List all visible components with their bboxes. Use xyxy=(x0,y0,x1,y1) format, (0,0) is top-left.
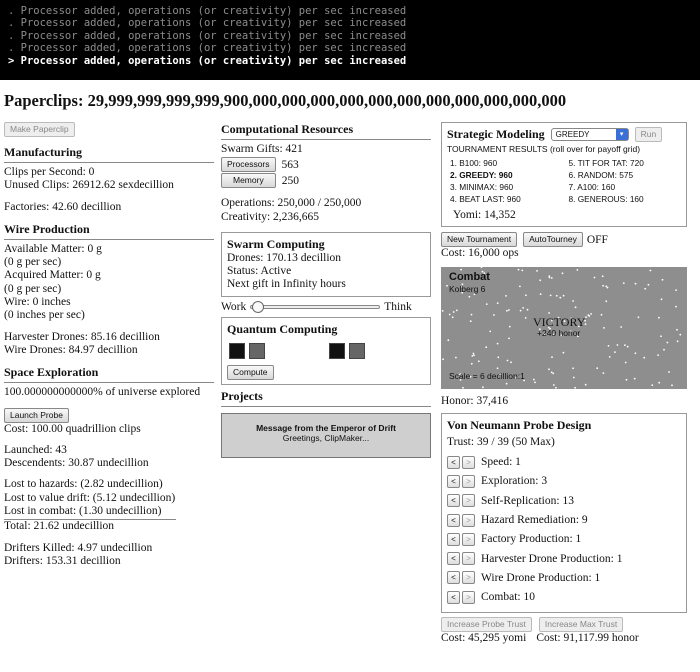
combat-ship-dot xyxy=(486,303,488,305)
combat-ship-dot xyxy=(520,309,522,311)
probe-stat-row xyxy=(447,590,681,604)
swarm-next-gift: Next gift in Infinity hours xyxy=(227,278,346,291)
result-item: 5. TIT FOR TAT: 720 xyxy=(568,158,644,168)
combat-ship-dot xyxy=(677,340,679,342)
combat-ship-dot xyxy=(522,307,524,309)
combat-ship-dot xyxy=(497,367,499,369)
combat-ship-dot xyxy=(519,285,521,287)
combat-ship-dot xyxy=(562,272,564,274)
lost-in-combat: Lost in combat: (1.30 undecillion) xyxy=(4,505,176,520)
quantum-chip xyxy=(289,343,305,359)
drifters-killed: Drifters Killed: 4.97 undecillion xyxy=(4,541,153,554)
quantum-chip xyxy=(309,343,325,359)
probe-stat-label: Harvester Drone Production: 1 xyxy=(481,552,623,565)
strategic-modeling-heading: Strategic Modeling xyxy=(447,127,545,141)
combat-ship-dot xyxy=(602,275,604,277)
combat-ship-dot xyxy=(539,279,541,281)
probe-trust-cost: Cost: 45,295 yomi xyxy=(441,631,527,644)
probe-stat-label: Speed: 1 xyxy=(481,456,521,469)
combat-ship-dot xyxy=(550,294,552,296)
combat-ship-dot xyxy=(658,381,660,383)
probe-stat-label: Factory Production: 1 xyxy=(481,533,582,546)
combat-ship-dot xyxy=(658,316,660,318)
combat-ship-dot xyxy=(601,313,603,315)
quantum-computing-heading: Quantum Computing xyxy=(227,321,338,336)
quantum-chip xyxy=(229,343,245,359)
combat-ship-dot xyxy=(675,305,677,307)
combat-ship-dot xyxy=(662,278,664,280)
combat-ship-dot xyxy=(626,378,628,380)
combat-ship-dot xyxy=(442,310,444,312)
project-title: Message from the Emperor of Drift xyxy=(256,422,396,433)
swarm-drones: Drones: 170.13 decillion xyxy=(227,251,342,264)
probe-stats xyxy=(447,455,681,604)
yomi: Yomi: 14,352 xyxy=(453,209,516,221)
clips-per-second: Clips per Second: 0 xyxy=(4,166,95,178)
wire-drones: Wire Drones: 84.97 decillion xyxy=(4,343,138,356)
work-think-slider-row xyxy=(221,301,431,313)
space-exploration-heading: Space Exploration xyxy=(4,365,214,383)
combat-ship-dot xyxy=(525,317,527,319)
combat-ship-dot xyxy=(493,314,495,316)
combat-ship-dot xyxy=(525,294,527,296)
combat-ship-dot xyxy=(471,313,473,315)
creativity: Creativity: 2,236,665 xyxy=(221,210,320,223)
combat-ship-dot xyxy=(602,284,604,286)
processors-value: 563 xyxy=(281,158,299,171)
combat-ship-dot xyxy=(497,302,499,304)
combat-ship-dot xyxy=(551,371,553,373)
probe-design-heading: Von Neumann Probe Design xyxy=(447,417,592,432)
project-card-emperor-of-drift[interactable] xyxy=(221,413,431,458)
strategic-modeling-panel xyxy=(441,122,687,227)
launch-probe-button[interactable]: Launch Probe xyxy=(4,408,69,423)
result-item: 7. A100: 160 xyxy=(568,182,616,192)
combat-ship-dot xyxy=(675,289,677,291)
combat-ship-dot xyxy=(563,351,565,353)
combat-ship-dot xyxy=(442,358,444,360)
quantum-chip xyxy=(329,343,345,359)
honor: Honor: 37,416 xyxy=(441,394,509,407)
combat-ship-dot xyxy=(481,267,483,268)
autotourney-button[interactable]: AutoTourney xyxy=(523,232,583,247)
probe-trust: Trust: 39 / 39 (50 Max) xyxy=(447,435,555,448)
decrease-stat-button[interactable]: < xyxy=(447,591,460,604)
console-line: . Processor added, operations (or creativity) per sec increased xyxy=(8,5,407,17)
combat-ship-dot xyxy=(518,268,520,270)
acquired-matter-rate: (0 g per sec) xyxy=(4,282,62,295)
combat-ship-dot xyxy=(471,362,473,364)
combat-ship-dot xyxy=(676,328,678,330)
launch-probe-cost: Cost: 100.00 quadrillion clips xyxy=(4,422,141,435)
think-label: Think xyxy=(384,300,412,313)
combat-ship-dot xyxy=(455,356,457,358)
combat-victory: VICTORY xyxy=(533,314,586,329)
unused-clips: Unused Clips: 26912.62 sexdecillion xyxy=(4,179,174,192)
combat-ship-dot xyxy=(446,284,448,286)
console-line-current: > Processor added, operations (or creativity) per sec increased xyxy=(8,54,407,67)
work-think-slider[interactable] xyxy=(250,305,380,309)
quantum-chip xyxy=(349,343,365,359)
quantum-computing-panel xyxy=(221,317,431,385)
combat-ship-dot xyxy=(556,294,558,296)
wire-amount: Wire: 0 inches xyxy=(4,296,71,309)
combat-ship-dot xyxy=(650,269,652,271)
project-body: Greetings, ClipMaker... xyxy=(282,432,370,443)
combat-ship-dot xyxy=(607,286,609,288)
combat-ship-dot xyxy=(559,296,561,298)
run-button[interactable]: Run xyxy=(635,127,663,142)
combat-ship-dot xyxy=(668,371,670,373)
combat-ship-dot xyxy=(507,359,509,361)
combat-ship-dot xyxy=(473,354,475,356)
universe-explored: 100.000000000000% of universe explored xyxy=(4,386,201,399)
probe-design-panel xyxy=(441,413,687,613)
combat-ship-dot xyxy=(447,339,449,341)
increase-stat-button[interactable]: > xyxy=(462,552,475,565)
probe-stat-label: Hazard Remediation: 9 xyxy=(481,514,588,527)
compute-button[interactable]: Compute xyxy=(227,365,274,380)
wire-production-heading: Wire Production xyxy=(4,222,214,240)
increase-stat-button[interactable]: > xyxy=(462,475,475,488)
combat-ship-dot xyxy=(575,306,577,308)
strategy-select[interactable] xyxy=(551,128,629,141)
projects-heading: Projects xyxy=(221,389,431,407)
combat-ship-dot xyxy=(572,300,574,302)
combat-panel xyxy=(441,267,687,389)
console-line: . Processor added, operations (or creativity) per sec increased xyxy=(8,17,407,30)
combat-ship-dot xyxy=(661,298,663,300)
combat-ship-dot xyxy=(588,314,590,316)
tournament-results-label[interactable]: TOURNAMENT RESULTS (roll over for payoff grid) xyxy=(447,144,641,154)
combat-ship-dot xyxy=(638,316,640,318)
combat-ship-dot xyxy=(497,342,499,344)
combat-ship-dot xyxy=(635,282,637,284)
combat-ship-dot xyxy=(577,269,579,271)
probe-descendents: Descendents: 30.87 undecillion xyxy=(4,457,149,470)
make-paperclip-button[interactable]: Make Paperclip xyxy=(4,122,75,137)
combat-ship-dot xyxy=(452,316,454,318)
combat-ship-dot xyxy=(505,295,507,297)
combat-ship-dot xyxy=(482,386,484,388)
combat-ship-dot xyxy=(551,356,553,358)
combat-ship-dot xyxy=(574,386,576,388)
quantum-chip xyxy=(269,343,285,359)
combat-ship-dot xyxy=(648,283,650,285)
probes-launched: Launched: 43 xyxy=(4,443,67,456)
wire-rate: (0 inches per sec) xyxy=(4,309,85,322)
result-item: 1. B100: 960 xyxy=(450,158,498,168)
probe-stat-row xyxy=(447,494,681,508)
combat-ship-dot xyxy=(521,269,523,271)
left-column xyxy=(4,122,214,568)
probe-stat-row xyxy=(447,552,681,566)
combat-ship-dot xyxy=(551,277,553,279)
combat-ship-dot xyxy=(509,325,511,327)
combat-ship-dot xyxy=(508,337,510,339)
swarm-computing-panel xyxy=(221,232,431,297)
combat-ship-dot xyxy=(663,348,665,350)
console-line: . Processor added, operations (or creativity) per sec increased xyxy=(8,42,407,55)
decrease-stat-button[interactable]: < xyxy=(447,475,460,488)
combat-ship-dot xyxy=(603,327,605,329)
combat-ship-dot xyxy=(608,345,610,347)
combat-ship-dot xyxy=(471,355,473,357)
combat-ship-dot xyxy=(594,276,596,278)
quantum-chip xyxy=(249,343,265,359)
combat-ship-dot xyxy=(478,360,480,362)
combat-ship-dot xyxy=(506,309,508,311)
combat-ship-dot xyxy=(651,384,653,386)
combat-ship-dot xyxy=(623,282,625,284)
increase-stat-button[interactable]: > xyxy=(462,456,475,469)
result-item: 6. RANDOM: 575 xyxy=(568,170,634,180)
combat-ship-dot xyxy=(462,386,464,388)
combat-ship-dot xyxy=(667,341,669,343)
combat-ship-dot xyxy=(625,361,627,363)
combat-ship-dot xyxy=(614,351,616,353)
decrease-stat-button[interactable]: < xyxy=(447,571,460,584)
result-item: 4. BEAT LAST: 960 xyxy=(450,194,521,204)
quantum-chips xyxy=(229,343,425,359)
result-item: 2. GREEDY: 960 xyxy=(450,170,513,180)
combat-ship-dot xyxy=(596,367,598,369)
decrease-stat-button[interactable]: < xyxy=(447,456,460,469)
combat-ship-dot xyxy=(508,309,510,311)
increase-stat-button[interactable]: > xyxy=(462,514,475,527)
combat-ship-dot xyxy=(634,377,636,379)
combat-ship-dot xyxy=(510,361,512,363)
combat-ship-dot xyxy=(533,378,535,380)
increase-stat-button[interactable]: > xyxy=(462,591,475,604)
combat-ship-dot xyxy=(485,346,487,348)
lost-to-value-drift: Lost to value drift: (5.12 undecillion) xyxy=(4,491,176,504)
max-trust-cost: Cost: 91,117.99 honor xyxy=(536,631,639,644)
combat-ship-dot xyxy=(549,276,551,278)
combat-ship-dot xyxy=(536,270,538,272)
manufacturing-heading: Manufacturing xyxy=(4,145,214,163)
lost-to-hazards: Lost to hazards: (2.82 undecillion) xyxy=(4,478,163,491)
combat-ship-dot xyxy=(489,330,491,332)
combat-ship-dot xyxy=(469,295,471,297)
middle-column xyxy=(221,122,431,458)
probe-stat-row xyxy=(447,474,681,488)
strategy-select-value: GREEDY xyxy=(555,130,590,139)
combat-ship-dot xyxy=(553,384,555,386)
probe-stat-row xyxy=(447,513,681,527)
increase-max-trust-button[interactable]: Increase Max Trust xyxy=(539,617,623,632)
combat-ship-dot xyxy=(473,352,475,354)
combat-ship-dot xyxy=(590,313,592,315)
drifters: Drifters: 153.31 decillion xyxy=(4,554,121,567)
probe-stat-label: Wire Drone Production: 1 xyxy=(481,571,601,584)
factories: Factories: 42.60 decillion xyxy=(4,200,122,213)
increase-stat-button[interactable]: > xyxy=(462,533,475,546)
probe-stat-row xyxy=(447,455,681,469)
memory-value: 250 xyxy=(281,174,299,187)
harvester-drones: Harvester Drones: 85.16 decillion xyxy=(4,330,160,343)
combat-ship-dot xyxy=(679,333,681,335)
combat-heading: Combat xyxy=(449,270,490,283)
combat-ship-dot xyxy=(453,311,455,313)
computational-resources-heading: Computational Resources xyxy=(221,122,431,140)
increase-stat-button[interactable]: > xyxy=(462,571,475,584)
increase-stat-button[interactable]: > xyxy=(462,494,475,507)
combat-ship-dot xyxy=(617,344,619,346)
combat-honor-gain: +240 honor xyxy=(537,327,581,338)
decrease-stat-button[interactable]: < xyxy=(447,494,460,507)
combat-ship-dot xyxy=(605,300,607,302)
combat-ship-dot xyxy=(573,376,575,378)
combat-subtitle: Kolberg 6 xyxy=(449,283,486,294)
probe-total: Total: 21.62 undecillion xyxy=(4,520,115,533)
combat-ship-dot xyxy=(585,383,587,385)
select-arrow-icon: ▾ xyxy=(616,129,628,140)
autotourney-state: OFF xyxy=(586,233,608,246)
tournament-results-grid xyxy=(450,157,681,205)
operations: Operations: 250,000 / 250,000 xyxy=(221,197,362,210)
right-column xyxy=(441,122,687,645)
swarm-gifts: Swarm Gifts: 421 xyxy=(221,143,303,155)
increase-probe-trust-button[interactable]: Increase Probe Trust xyxy=(441,617,532,632)
combat-ship-dot xyxy=(563,294,565,296)
console-line: . Processor added, operations (or creativity) per sec increased xyxy=(8,29,407,42)
combat-ship-dot xyxy=(660,335,662,337)
console-log xyxy=(0,0,700,80)
tournament-cost: Cost: 16,000 ops xyxy=(441,247,519,260)
combat-ship-dot xyxy=(635,352,637,354)
combat-ship-dot xyxy=(548,368,550,370)
processors-button[interactable]: Processors xyxy=(221,157,276,172)
combat-ship-dot xyxy=(506,382,508,384)
result-item: 8. GENEROUS: 160 xyxy=(568,194,644,204)
combat-ship-dot xyxy=(609,356,611,358)
combat-ship-dot xyxy=(456,309,458,311)
probe-stat-label: Self-Replication: 13 xyxy=(481,494,574,507)
combat-ship-dot xyxy=(643,356,645,358)
combat-ship-dot xyxy=(644,287,646,289)
decrease-stat-button[interactable]: < xyxy=(447,533,460,546)
combat-ship-dot xyxy=(624,344,626,346)
combat-ship-dot xyxy=(540,293,542,295)
slider-thumb[interactable] xyxy=(252,301,264,313)
combat-ship-dot xyxy=(555,386,557,388)
combat-ship-dot xyxy=(657,354,659,356)
paperclip-count-title: Paperclips: 29,999,999,999,999,900,000,000,000,000,000,000,000,000,000,000,000 xyxy=(4,91,567,110)
combat-ship-dot xyxy=(627,345,629,347)
combat-ship-dot xyxy=(497,356,499,358)
combat-ship-dot xyxy=(527,308,529,310)
combat-scale: Scale = 6 decillion:1 xyxy=(449,370,525,381)
acquired-matter: Acquired Matter: 0 g xyxy=(4,269,101,282)
probe-stat-row xyxy=(447,571,681,585)
combat-ship-dot xyxy=(534,381,536,383)
available-matter-rate: (0 g per sec) xyxy=(4,256,62,269)
combat-ship-dot xyxy=(572,367,574,369)
result-item: 3. MINIMAX: 960 xyxy=(450,182,514,192)
probe-stat-label: Exploration: 3 xyxy=(481,475,548,488)
combat-ship-dot xyxy=(449,313,451,315)
swarm-computing-heading: Swarm Computing xyxy=(227,236,325,251)
new-tournament-button[interactable]: New Tournament xyxy=(441,232,517,247)
work-label: Work xyxy=(221,300,247,313)
swarm-status: Status: Active xyxy=(227,265,292,278)
combat-ship-dot xyxy=(671,384,673,386)
combat-ship-dot xyxy=(548,312,550,314)
decrease-stat-button[interactable]: < xyxy=(447,552,460,565)
available-matter: Available Matter: 0 g xyxy=(4,242,102,255)
combat-ship-dot xyxy=(552,372,554,374)
probe-stat-label: Combat: 10 xyxy=(481,591,535,604)
probe-stat-row xyxy=(447,532,681,546)
combat-ship-dot xyxy=(470,320,472,322)
combat-ship-dot xyxy=(620,326,622,328)
memory-button[interactable]: Memory xyxy=(221,173,276,188)
decrease-stat-button[interactable]: < xyxy=(447,514,460,527)
combat-ship-dot xyxy=(603,372,605,374)
